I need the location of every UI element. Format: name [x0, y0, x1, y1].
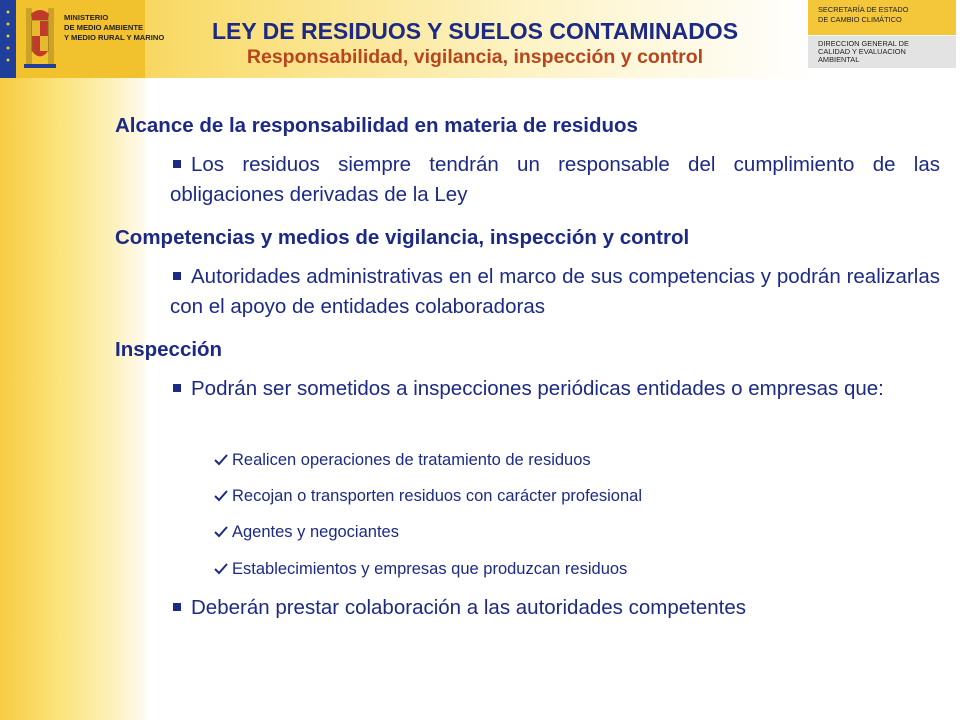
square-bullet-icon	[173, 272, 181, 280]
check-item-text: Agentes y negociantes	[232, 523, 399, 541]
secretariat-line: SECRETARÍA DE ESTADO	[818, 5, 909, 14]
square-bullet-icon	[173, 603, 181, 611]
directorate-line: CALIDAD Y EVALUACION	[818, 47, 906, 56]
checkmark-icon	[214, 489, 228, 503]
secretariat-box	[808, 0, 956, 35]
directorate-line: DIRECCION GENERAL DE	[818, 39, 909, 48]
title-block	[150, 18, 800, 69]
bullet-point	[170, 150, 940, 210]
section-heading: Alcance de la responsabilidad en materia de residuos	[115, 114, 638, 137]
page-subtitle: Responsabilidad, vigilancia, inspección y control	[246, 46, 704, 68]
bullet-point	[170, 374, 940, 404]
check-item-text: Realicen operaciones de tratamiento de residuos	[232, 451, 591, 469]
square-bullet-icon	[173, 160, 181, 168]
check-item	[214, 487, 642, 506]
eu-flag-icon	[0, 0, 16, 78]
coat-of-arms-icon	[20, 4, 60, 74]
directorate-line: AMBIENTAL	[818, 55, 860, 64]
ministry-logo	[0, 0, 165, 78]
check-item-text: Recojan o transporten residuos con carácter profesional	[232, 487, 642, 505]
check-item-text: Establecimientos y empresas que produzcan residuos	[232, 560, 628, 578]
section-heading: Inspección	[115, 338, 223, 361]
checkmark-icon	[214, 562, 228, 576]
ministry-line: MINISTERIO	[64, 13, 109, 22]
ministry-name	[64, 13, 165, 43]
check-item	[214, 451, 591, 470]
bullet-text: Autoridades administrativas en el marco de sus competencias y podrán realizarlas con el apoyo de entidades colaboradoras	[170, 265, 940, 318]
page-title: LEY DE RESIDUOS Y SUELOS CONTAMINADOS	[211, 18, 739, 44]
ministry-line: Y MEDIO RURAL Y MARINO	[64, 33, 165, 42]
bullet-text: Deberán prestar colaboración a las autoridades competentes	[191, 596, 746, 619]
check-item	[214, 523, 399, 542]
bullet-text: Podrán ser sometidos a inspecciones periódicas entidades o empresas que:	[191, 377, 884, 400]
square-bullet-icon	[173, 384, 181, 392]
secretariat-line: DE CAMBIO CLIMÁTICO	[818, 15, 902, 24]
bullet-point	[170, 593, 746, 623]
bullet-point	[170, 262, 940, 322]
check-item	[214, 560, 627, 579]
section-heading: Competencias y medios de vigilancia, inspección y control	[115, 226, 690, 249]
checkmark-icon	[214, 453, 228, 467]
checkmark-icon	[214, 525, 228, 539]
directorate-box	[808, 36, 956, 68]
ministry-line: DE MEDIO AMBIENTE	[64, 23, 144, 32]
bullet-text: Los residuos siempre tendrán un responsable del cumplimiento de las obligaciones derivadas de la Ley	[170, 153, 940, 206]
